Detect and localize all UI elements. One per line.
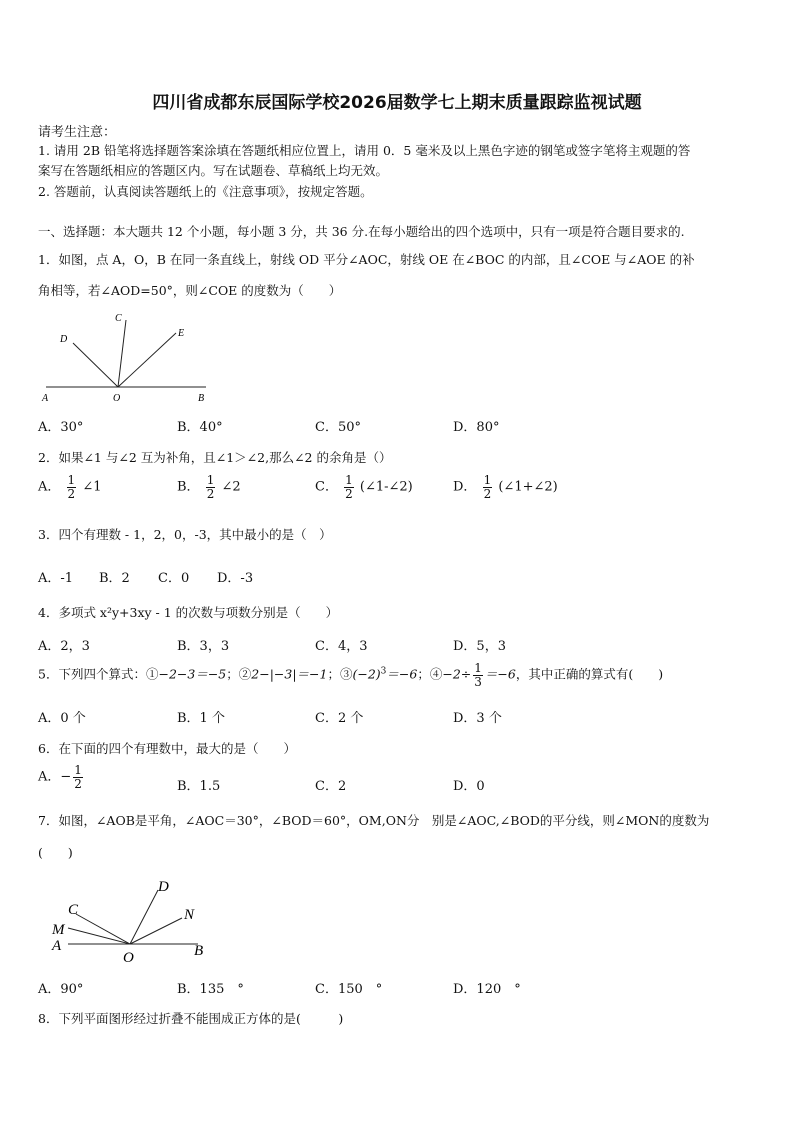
q2-option-c-fraction — [344, 474, 354, 500]
q8-stem: 8．下列平面图形经过折叠不能围成正方体的是( ) — [38, 1011, 344, 1026]
q5-suffix: ，其中正确的算式有( ) — [515, 666, 664, 682]
q2-option-a-text: ∠1 — [82, 479, 102, 495]
notice-heading: 请考生注意： — [38, 125, 117, 140]
q3-option-c: C．0 — [158, 571, 190, 586]
q1-label-a: A — [42, 393, 49, 404]
q6-option-a-fraction — [73, 764, 83, 790]
q5-expr-4-fraction — [473, 662, 483, 688]
q3-option-a: A．-1 — [38, 571, 74, 586]
q5-option-b: B．1 个 — [177, 711, 225, 726]
q3-option-b: B．2 — [99, 571, 130, 586]
q2-option-a-fraction — [67, 474, 77, 500]
q6-option-d: D．0 — [453, 779, 485, 794]
q1-figure — [38, 306, 218, 406]
notice-item-1a: 1. 请用 2B 铅笔将选择题答案涂填在答题纸相应位置上，请用 0．5 毫米及以上黑色字迹的钢笔或签字笔将主观题的答 — [38, 143, 691, 158]
q1-option-c: C．50° — [315, 420, 361, 435]
fraction-denominator: 2 — [206, 486, 215, 501]
fraction-numerator: 1 — [74, 763, 82, 777]
fraction-numerator: 1 — [67, 473, 76, 487]
fraction-numerator: 1 — [483, 473, 492, 487]
q1-ray-oe — [118, 333, 176, 387]
q4-stem: 4．多项式 x²y+3xy - 1 的次数与项数分别是（ ） — [38, 605, 339, 620]
q1-label-b: B — [198, 393, 205, 404]
q5-expr-3-base: (−2) — [352, 666, 381, 682]
fraction-numerator: 1 — [345, 473, 353, 487]
q5-expr-3-exponent: 3 — [380, 666, 387, 677]
fraction-denominator: 2 — [74, 776, 82, 791]
q7-ray-oc — [76, 914, 130, 944]
q7-label-m: M — [52, 922, 65, 938]
q7-label-a: A — [52, 938, 62, 954]
q7-label-c: C — [68, 902, 79, 918]
q1-label-e: E — [178, 328, 185, 339]
q5-expr-3-result: ＝−6 — [386, 666, 418, 682]
q7-stem-line1: 7．如图，∠AOB是平角，∠AOC＝30°，∠BOD＝60°，OM,ON分 别是∠AOC,∠BOD的平分线，则∠MON的度数为 — [38, 813, 710, 828]
q2-option-d-label: D． — [453, 479, 477, 495]
q5-expr-4-start: −2÷ — [442, 666, 472, 682]
q5-stem — [38, 662, 663, 688]
q1-label-o: O — [113, 393, 121, 404]
q1-label-d: D — [60, 334, 68, 345]
q3-stem: 3．四个有理数 - 1，2，0，-3，其中最小的是（ ） — [38, 527, 332, 542]
q7-figure — [48, 872, 218, 967]
q6-option-a — [38, 764, 85, 790]
q7-option-d: D．120 ° — [453, 982, 521, 997]
q7-ray-om — [68, 928, 130, 944]
notice-item-2: 2. 答题前，认真阅读答题纸上的《注意事项》，按规定答题。 — [38, 184, 373, 199]
q7-stem-line2: ( ) — [38, 845, 73, 860]
q5-option-d: D．3 个 — [453, 711, 502, 726]
q2-option-c — [315, 474, 413, 500]
fraction-denominator: 2 — [67, 486, 76, 501]
q5-expr-4-result: ＝−6 — [484, 666, 516, 682]
q1-option-a: A．30° — [38, 420, 84, 435]
q1-ray-od — [73, 343, 118, 387]
q7-label-n: N — [184, 907, 195, 923]
q5-expr-1: −2−3＝−5 — [158, 666, 227, 682]
q5-sep-2: ；② — [226, 666, 252, 682]
q5-option-a: A．0 个 — [38, 711, 86, 726]
fraction-denominator: 3 — [474, 674, 482, 689]
q5-sep-3: ；③ — [327, 666, 353, 682]
fraction-denominator: 2 — [483, 486, 492, 501]
q2-option-c-label: C． — [315, 479, 338, 495]
page-title: 四川省成都东辰国际学校2026届数学七上期末质量跟踪监视试题 — [152, 93, 642, 113]
q7-option-c: C．150 ° — [315, 982, 383, 997]
q4-option-d: D．5，3 — [453, 639, 506, 654]
q7-label-b: B — [194, 943, 204, 959]
q2-option-b — [177, 474, 241, 500]
q5-sep-4: ；④ — [417, 666, 443, 682]
section-heading: 一、选择题：本大题共 12 个小题，每小题 3 分，共 36 分.在每小题给出的四个选项中，只有一项是符合题目要求的. — [38, 224, 685, 239]
q7-option-b: B．135 ° — [177, 982, 244, 997]
q6-stem: 6．在下面的四个有理数中，最大的是（ ） — [38, 741, 296, 756]
q1-stem-line2: 角相等，若∠AOD=50°，则∠COE 的度数为（ ） — [38, 283, 342, 298]
fraction-denominator: 2 — [345, 486, 353, 501]
q5-expr-2: 2−|−3|＝−1 — [251, 666, 328, 682]
q7-ray-on — [130, 918, 182, 944]
notice-item-1b: 案写在答题纸相应的答题区内。写在试题卷、草稿纸上均无效。 — [38, 163, 389, 178]
q1-label-c: C — [115, 313, 122, 324]
q2-option-c-text: (∠1-∠2) — [359, 479, 413, 495]
q7-label-d: D — [158, 879, 169, 895]
q1-stem-line1: 1．如图，点 A，O，B 在同一条直线上，射线 OD 平分∠AOC，射线 OE 在∠BOC 的内部，且∠COE 与∠AOE 的补 — [38, 252, 695, 267]
q4-option-b: B．3，3 — [177, 639, 230, 654]
q4-option-c: C．4，3 — [315, 639, 368, 654]
q3-option-d: D．-3 — [217, 571, 254, 586]
q1-ray-oc — [118, 320, 126, 387]
q2-option-b-fraction — [206, 474, 216, 500]
q4-option-a: A．2，3 — [38, 639, 90, 654]
fraction-numerator: 1 — [474, 661, 482, 675]
q2-option-a — [38, 474, 101, 500]
q2-option-d — [453, 474, 558, 500]
q6-option-b: B．1.5 — [177, 779, 221, 794]
q6-option-c: C．2 — [315, 779, 347, 794]
fraction-numerator: 1 — [206, 473, 215, 487]
q7-option-a: A．90° — [38, 982, 84, 997]
q2-option-b-text: ∠2 — [221, 479, 241, 495]
q5-prefix: 5．下列四个算式：① — [38, 666, 159, 682]
q1-option-b: B．40° — [177, 420, 223, 435]
q2-option-b-label: B． — [177, 479, 200, 495]
q1-option-d: D．80° — [453, 420, 500, 435]
q2-option-d-text: (∠1+∠2) — [498, 479, 558, 495]
q7-ray-od — [130, 890, 158, 944]
q7-label-o: O — [123, 950, 134, 966]
q2-option-d-fraction — [483, 474, 493, 500]
q6-option-a-label: A． — [38, 769, 61, 785]
q6-option-a-sign: − — [60, 769, 72, 785]
q5-option-c: C．2 个 — [315, 711, 364, 726]
q2-stem: 2．如果∠1 与∠2 互为补角，且∠1＞∠2,那么∠2 的余角是（） — [38, 450, 392, 465]
q2-option-a-label: A． — [38, 479, 61, 495]
